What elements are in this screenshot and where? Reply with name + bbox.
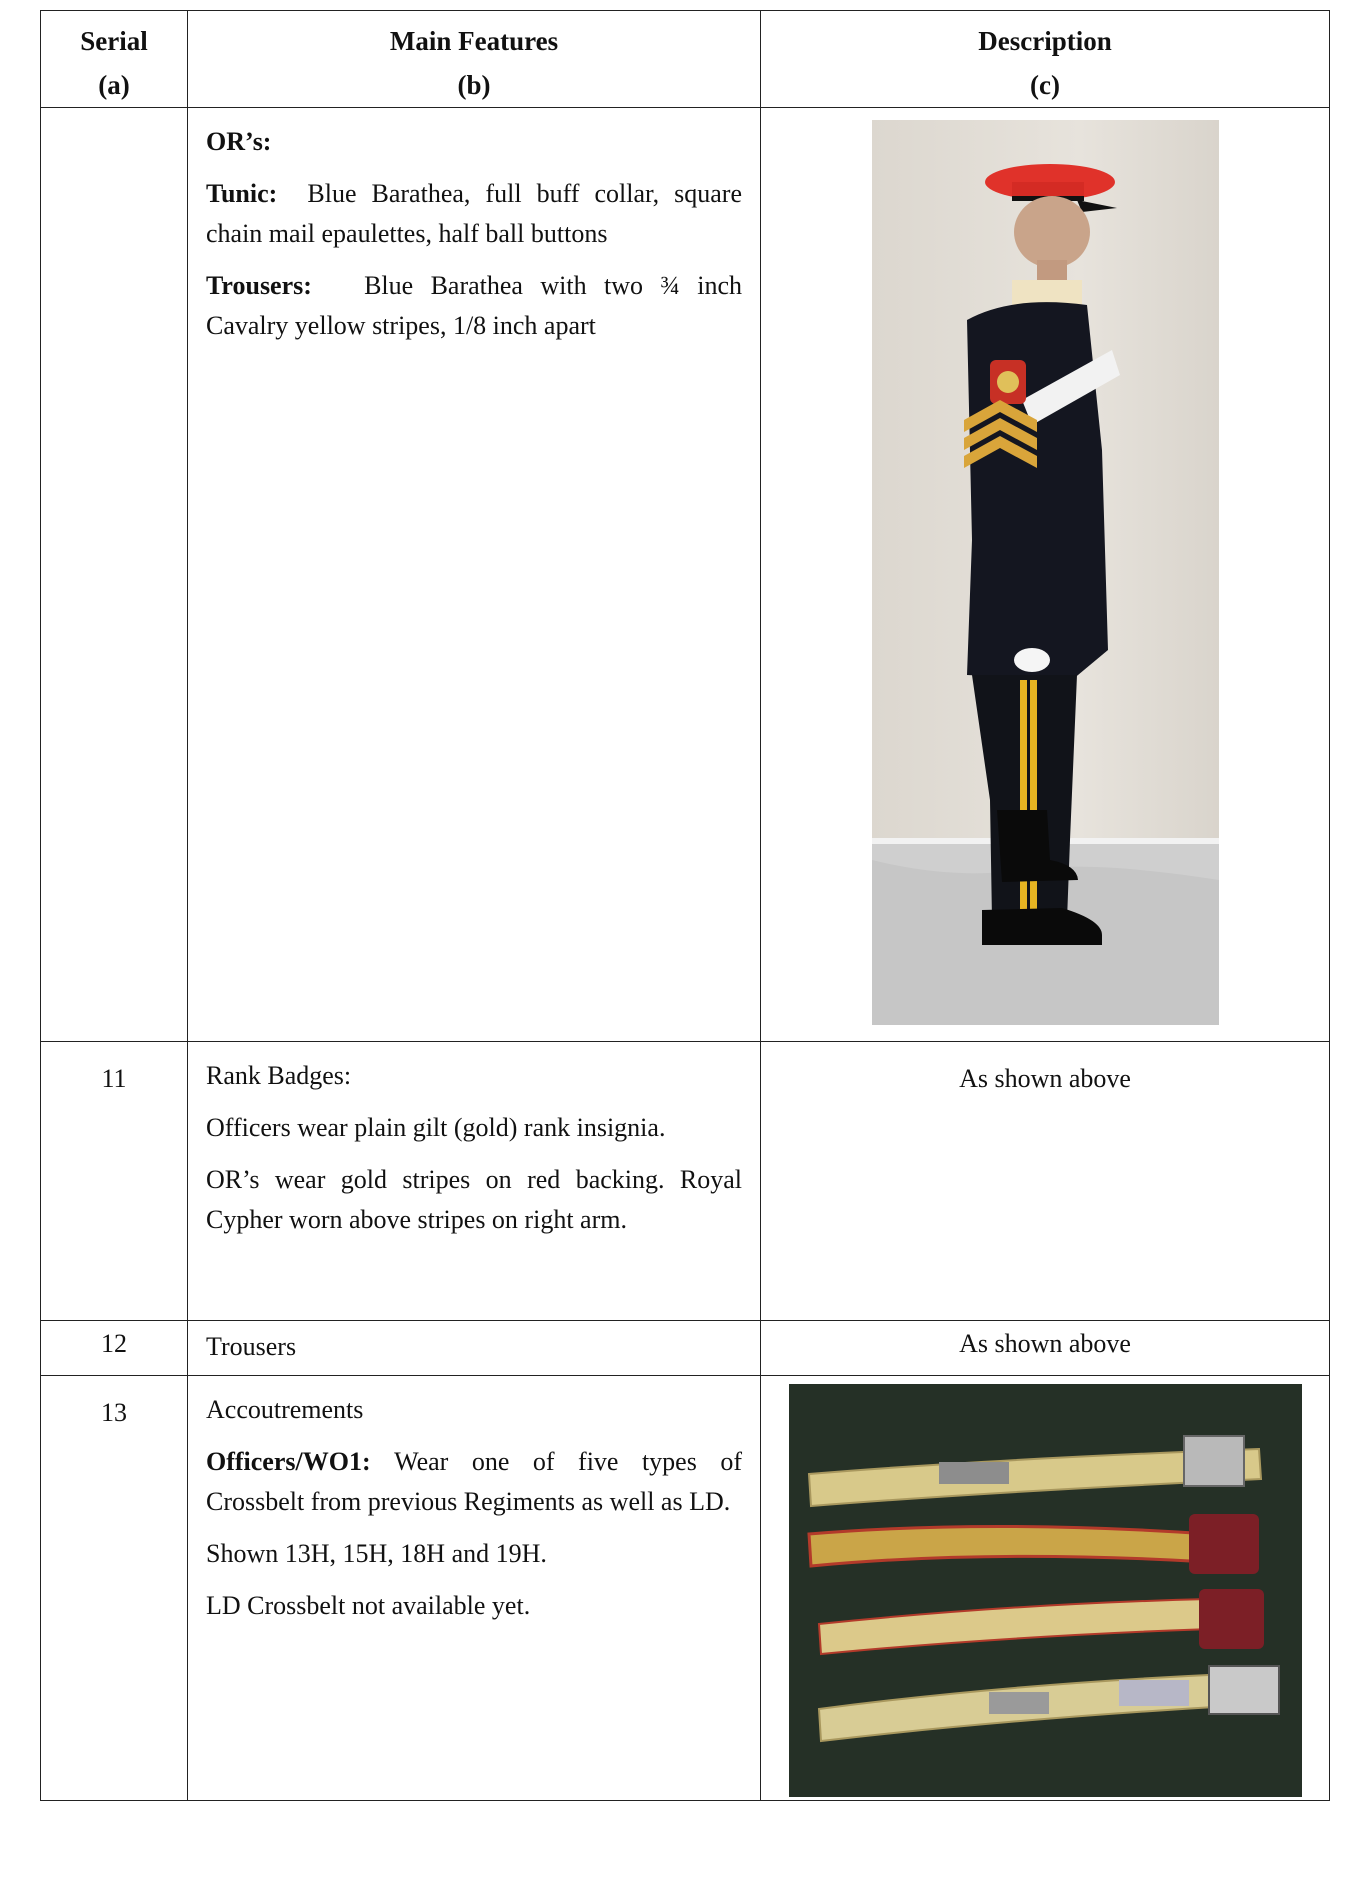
tunic-text: Blue Barathea, full buff collar, square chain mail epaulettes, half ball buttons <box>206 179 742 248</box>
header-features-title: Main Features <box>389 26 559 56</box>
features-cell <box>188 1376 761 1801</box>
description-cell <box>761 1321 1330 1376</box>
features-cell <box>188 1321 761 1376</box>
description-cell <box>761 1376 1330 1801</box>
ld-crossbelt-note: LD Crossbelt not available yet. <box>206 1591 531 1620</box>
description-text: As shown above <box>959 1329 1131 1358</box>
rank-badges-officers: Officers wear plain gilt (gold) rank insignia. <box>206 1113 666 1142</box>
table-row <box>41 1042 1330 1321</box>
serial-cell <box>41 108 188 1042</box>
header-description-title: Description <box>978 26 1112 56</box>
header-features-sub: (b) <box>457 70 491 100</box>
rank-badges-title: Rank Badges: <box>206 1061 352 1090</box>
description-text: As shown above <box>959 1064 1131 1093</box>
officers-label: Officers/WO1: <box>206 1447 371 1476</box>
rank-badges-ors: OR’s wear gold stripes on red backing. Royal Cypher worn above stripes on right arm. <box>206 1165 742 1234</box>
crossbelts-photo <box>789 1384 1302 1797</box>
header-description <box>761 11 1330 108</box>
serial-cell: 13 <box>41 1376 188 1801</box>
officers-text: Wear one of five types of Crossbelt from previous Regiments as well as LD. <box>206 1447 743 1516</box>
uniform-table <box>40 10 1330 1801</box>
header-serial-sub: (a) <box>98 70 130 100</box>
description-cell <box>761 108 1330 1042</box>
serial-cell: 12 <box>41 1321 188 1376</box>
header-row <box>41 11 1330 108</box>
description-cell <box>761 1042 1330 1321</box>
trousers-text: Blue Barathea with two ¾ inch Cavalry yellow stripes, 1/8 inch apart <box>206 271 743 340</box>
ors-heading: OR’s: <box>206 127 272 156</box>
features-cell <box>188 1042 761 1321</box>
table-row <box>41 1376 1330 1801</box>
header-serial-title: Serial <box>80 26 148 56</box>
trousers-label: Trousers: <box>206 271 312 300</box>
table-row <box>41 108 1330 1042</box>
crossbelts-shown: Shown 13H, 15H, 18H and 19H. <box>206 1539 547 1568</box>
header-description-sub: (c) <box>1030 70 1060 100</box>
serial-cell: 11 <box>41 1042 188 1321</box>
table-row <box>41 1321 1330 1376</box>
uniform-photo <box>872 120 1219 1025</box>
header-main-features <box>188 11 761 108</box>
accoutrements-title: Accoutrements <box>206 1395 364 1424</box>
tunic-label: Tunic: <box>206 179 278 208</box>
header-serial <box>41 11 188 108</box>
features-cell <box>188 108 761 1042</box>
trousers-title: Trousers <box>206 1332 297 1361</box>
